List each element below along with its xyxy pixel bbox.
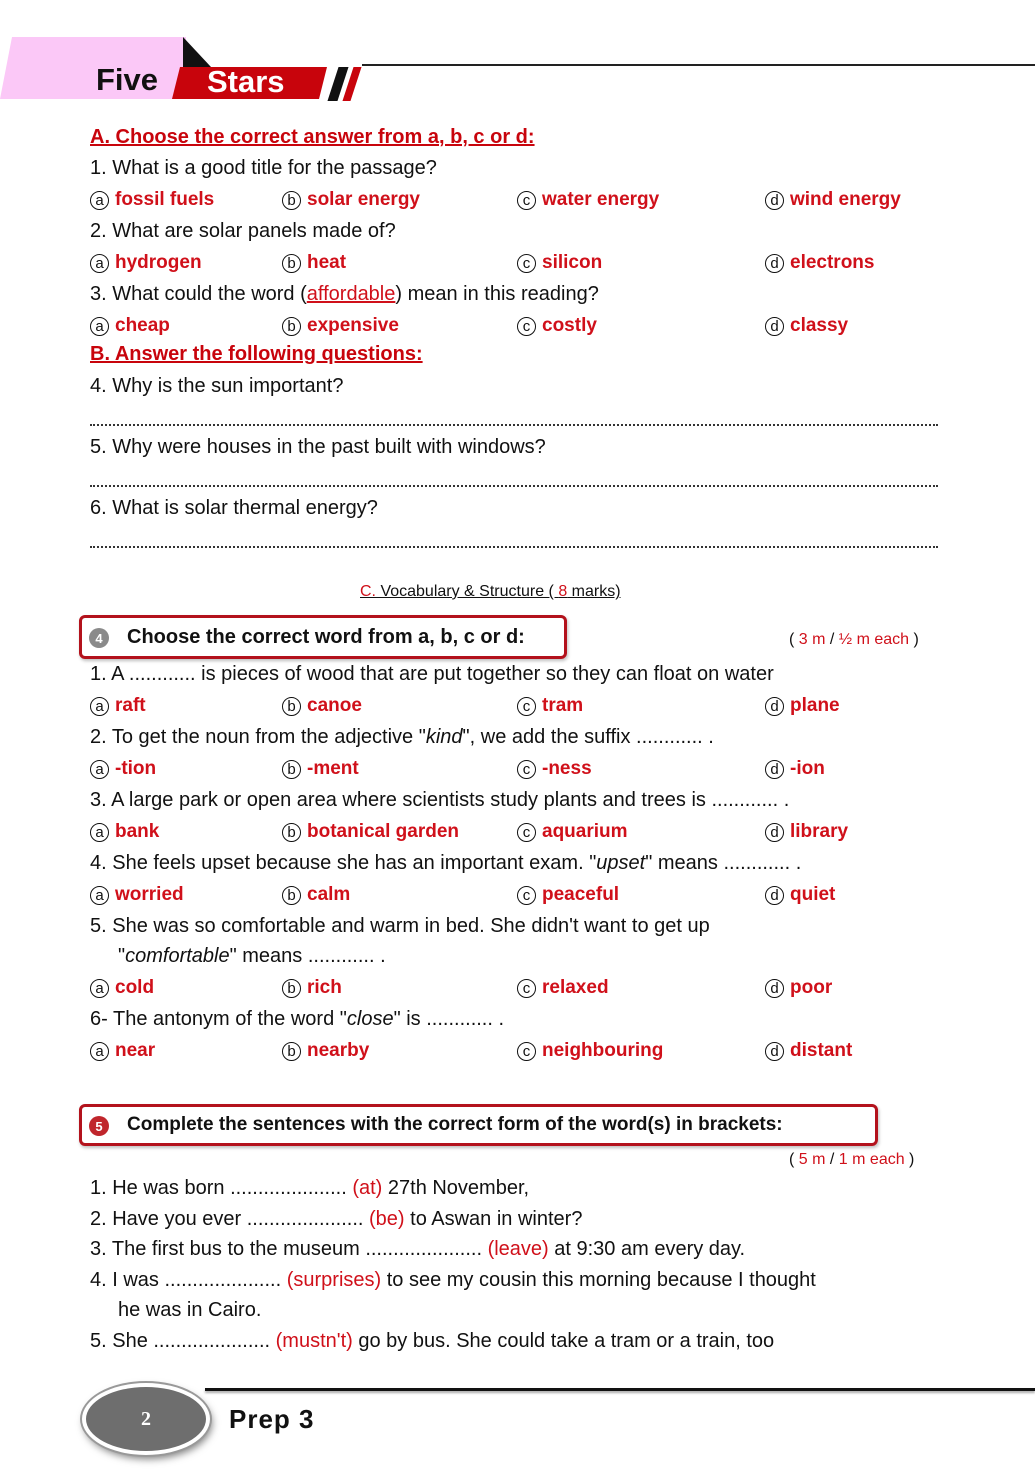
option-text: quiet (790, 884, 836, 905)
letter-c-icon: c (517, 191, 536, 210)
section-b-title: B. Answer the following questions: (90, 343, 423, 365)
option-text: aquarium (542, 821, 628, 842)
option-c[interactable] (517, 1040, 663, 1062)
letter-d-icon: d (765, 979, 784, 998)
option-text: fossil fuels (115, 189, 215, 210)
section-c-text: Vocabulary & Structure ( (376, 583, 559, 600)
letter-d-icon: d (765, 886, 784, 905)
letter-b-icon: b (282, 254, 301, 273)
option-b[interactable] (282, 884, 350, 906)
marks-paren: ( (789, 1151, 799, 1168)
marks-paren: ( (789, 631, 799, 648)
letter-c-icon: c (517, 823, 536, 842)
letter-c-icon: c (517, 317, 536, 336)
option-c[interactable] (517, 695, 583, 717)
option-a[interactable] (90, 189, 214, 211)
q5-marks (789, 1151, 914, 1169)
section-c-title (360, 583, 621, 601)
question-b6: 6. What is solar thermal energy? (90, 497, 378, 519)
option-d[interactable] (765, 189, 901, 211)
option-text: relaxed (542, 977, 609, 998)
answer-line[interactable] (90, 485, 938, 487)
letter-c-icon: c (517, 697, 536, 716)
q4-item-4 (90, 852, 801, 875)
section-c-marks: 8 (558, 583, 568, 600)
option-text: nearby (307, 1040, 370, 1061)
bracket-word: (mustn't) (275, 1330, 353, 1352)
option-d[interactable] (765, 1040, 852, 1062)
letter-d-icon: d (765, 317, 784, 336)
item-text: 4. She feels upset because she has an important exam. " (90, 852, 597, 874)
option-text: -ment (307, 758, 359, 779)
bracket-word: (leave) (487, 1238, 549, 1260)
option-text: wind energy (790, 189, 901, 210)
option-a[interactable] (90, 884, 184, 906)
option-c[interactable] (517, 821, 628, 843)
q4-item-3: 3. A large park or open area where scientists study plants and trees is ............ . (90, 789, 790, 811)
option-d[interactable] (765, 252, 874, 274)
letter-d-icon: d (765, 823, 784, 842)
option-text: worried (115, 884, 184, 905)
letter-a-icon: a (90, 317, 109, 336)
item-text: " means ............ . (229, 945, 386, 967)
letter-d-icon: d (765, 697, 784, 716)
letter-d-icon: d (765, 760, 784, 779)
footer-rule (205, 1388, 1035, 1391)
option-d[interactable] (765, 315, 848, 337)
item-text: " (118, 945, 126, 967)
option-text: cheap (115, 315, 170, 336)
option-b[interactable] (282, 758, 359, 780)
option-text: plane (790, 695, 840, 716)
q5-item-2 (90, 1208, 582, 1231)
marks-paren: ) (909, 631, 919, 648)
item-keyword: close (346, 1008, 394, 1030)
letter-c-icon: c (517, 254, 536, 273)
option-d[interactable] (765, 758, 825, 780)
option-text: rich (307, 977, 342, 998)
question-a2: 2. What are solar panels made of? (90, 220, 396, 242)
option-text: calm (307, 884, 351, 905)
letter-a-icon: a (90, 191, 109, 210)
option-b[interactable] (282, 977, 342, 999)
option-d[interactable] (765, 977, 832, 999)
marks-each: ½ m each (838, 631, 910, 648)
q5-title: Complete the sentences with the correct form of the word(s) in brackets: (127, 1114, 783, 1135)
brand-five: Five (96, 62, 159, 97)
option-a[interactable] (90, 252, 202, 274)
item-text: to see my cousin this morning because I thought (381, 1269, 816, 1291)
option-d[interactable] (765, 695, 840, 717)
bracket-word: (be) (369, 1208, 405, 1230)
section-c-marks-suffix: marks) (567, 583, 621, 600)
option-a[interactable] (90, 315, 170, 337)
q5-number-badge: 5 (89, 1116, 109, 1136)
option-text: near (115, 1040, 156, 1061)
question-a3 (90, 283, 599, 306)
marks-total: 5 m (798, 1151, 826, 1168)
letter-b-icon: b (282, 1042, 301, 1061)
item-text: 2. To get the noun from the adjective " (90, 726, 426, 748)
brand-stars: Stars (207, 64, 285, 99)
bracket-word: (surprises) (286, 1269, 382, 1291)
marks-total: 3 m (798, 631, 826, 648)
option-c[interactable] (517, 189, 659, 211)
item-text: 4. I was ..................... (90, 1269, 287, 1291)
letter-a-icon: a (90, 254, 109, 273)
option-text: heat (307, 252, 347, 273)
option-text: costly (542, 315, 597, 336)
q5-item-3 (90, 1238, 745, 1261)
letter-d-icon: d (765, 254, 784, 273)
letter-c-icon: c (517, 1042, 536, 1061)
option-c[interactable] (517, 884, 619, 906)
question-text: ) mean in this reading? (395, 283, 599, 305)
option-text: expensive (307, 315, 399, 336)
q5-item-5 (90, 1330, 774, 1353)
option-a[interactable] (90, 758, 156, 780)
item-text: go by bus. She could take a tram or a train, too (352, 1330, 775, 1352)
option-a[interactable] (90, 695, 146, 717)
item-text: ", we add the suffix ............ . (462, 726, 714, 748)
q4-item-6 (90, 1008, 504, 1031)
letter-d-icon: d (765, 191, 784, 210)
item-text: " means ............ . (645, 852, 802, 874)
letter-a-icon: a (90, 760, 109, 779)
letter-b-icon: b (282, 697, 301, 716)
option-b[interactable] (282, 189, 420, 211)
option-text: library (790, 821, 849, 842)
option-text: raft (115, 695, 146, 716)
q4-item-2 (90, 726, 714, 749)
option-text: silicon (542, 252, 603, 273)
item-keyword: upset (596, 852, 646, 874)
q5-item-1 (90, 1177, 529, 1200)
item-text: at 9:30 am every day. (548, 1238, 746, 1260)
marks-sep: / (825, 1151, 839, 1168)
letter-b-icon: b (282, 979, 301, 998)
option-text: botanical garden (307, 821, 460, 842)
letter-a-icon: a (90, 1042, 109, 1061)
option-b[interactable] (282, 821, 459, 843)
item-text: 5. She ..................... (90, 1330, 276, 1352)
bracket-word: (at) (352, 1177, 383, 1199)
option-text: cold (115, 977, 155, 998)
option-text: tram (542, 695, 584, 716)
option-b[interactable] (282, 695, 362, 717)
option-c[interactable] (517, 758, 592, 780)
q4-item-5: 5. She was so comfortable and warm in bed. She didn't want to get up (90, 915, 710, 937)
letter-a-icon: a (90, 979, 109, 998)
letter-c-icon: c (517, 979, 536, 998)
letter-b-icon: b (282, 191, 301, 210)
letter-d-icon: d (765, 1042, 784, 1061)
page-number-badge (82, 1383, 210, 1455)
highlighted-word: affordable (306, 283, 396, 305)
option-text: solar energy (307, 189, 420, 210)
option-b[interactable] (282, 1040, 369, 1062)
option-text: poor (790, 977, 833, 998)
section-c-letter: C. (360, 583, 376, 600)
option-a[interactable] (90, 977, 154, 999)
letter-c-icon: c (517, 886, 536, 905)
option-text: electrons (790, 252, 875, 273)
letter-b-icon: b (282, 886, 301, 905)
item-text: 2. Have you ever ..................... (90, 1208, 369, 1230)
page-number: 2 (141, 1407, 151, 1430)
footer-level: Prep 3 (229, 1404, 315, 1434)
option-d[interactable] (765, 884, 835, 906)
option-text: -ion (790, 758, 825, 779)
option-c[interactable] (517, 315, 597, 337)
question-b4: 4. Why is the sun important? (90, 375, 344, 397)
q4-number-badge: 4 (89, 628, 109, 648)
item-text: 1. He was born ..................... (90, 1177, 353, 1199)
option-text: water energy (542, 189, 660, 210)
marks-sep: / (825, 631, 839, 648)
q4-item-5-line2 (118, 945, 386, 968)
question-b5: 5. Why were houses in the past built with windows? (90, 436, 546, 458)
section-a-title: A. Choose the correct answer from a, b, c or d: (90, 126, 535, 148)
question-a1: 1. What is a good title for the passage? (90, 157, 437, 179)
option-text: canoe (307, 695, 362, 716)
item-text: 6- The antonym of the word " (90, 1008, 347, 1030)
letter-b-icon: b (282, 317, 301, 336)
header-banner-triangle (183, 37, 211, 67)
option-text: neighbouring (542, 1040, 664, 1061)
letter-a-icon: a (90, 886, 109, 905)
q4-title: Choose the correct word from a, b, c or d: (127, 626, 525, 648)
option-d[interactable] (765, 821, 848, 843)
option-c[interactable] (517, 977, 609, 999)
option-text: bank (115, 821, 160, 842)
letter-a-icon: a (90, 823, 109, 842)
option-a[interactable] (90, 821, 159, 843)
item-text: 27th November, (382, 1177, 530, 1199)
item-text: to Aswan in winter? (404, 1208, 583, 1230)
option-text: -ness (542, 758, 592, 779)
option-text: classy (790, 315, 849, 336)
option-b[interactable] (282, 315, 399, 337)
option-c[interactable] (517, 252, 602, 274)
option-text: -tion (115, 758, 157, 779)
marks-each: 1 m each (838, 1151, 905, 1168)
option-text: hydrogen (115, 252, 202, 273)
q5-item-4 (90, 1269, 816, 1292)
option-text: peaceful (542, 884, 620, 905)
item-text: " is ............ . (393, 1008, 505, 1030)
q5-item-4-line2: he was in Cairo. (118, 1299, 262, 1321)
letter-b-icon: b (282, 823, 301, 842)
item-keyword: comfortable (125, 945, 230, 967)
q4-marks (789, 631, 919, 649)
letter-b-icon: b (282, 760, 301, 779)
question-text: 3. What could the word ( (90, 283, 307, 305)
header-banner-pink (0, 37, 186, 99)
option-text: distant (790, 1040, 853, 1061)
q4-item-1: 1. A ............ is pieces of wood that are put together so they can float on water (90, 663, 774, 685)
option-b[interactable] (282, 252, 346, 274)
letter-c-icon: c (517, 760, 536, 779)
item-keyword: kind (425, 726, 463, 748)
answer-line[interactable] (90, 546, 938, 548)
header-rule (362, 64, 1035, 66)
answer-line[interactable] (90, 424, 938, 426)
item-text: 3. The first bus to the museum ..................... (90, 1238, 488, 1260)
marks-paren: ) (904, 1151, 915, 1168)
option-a[interactable] (90, 1040, 155, 1062)
letter-a-icon: a (90, 697, 109, 716)
